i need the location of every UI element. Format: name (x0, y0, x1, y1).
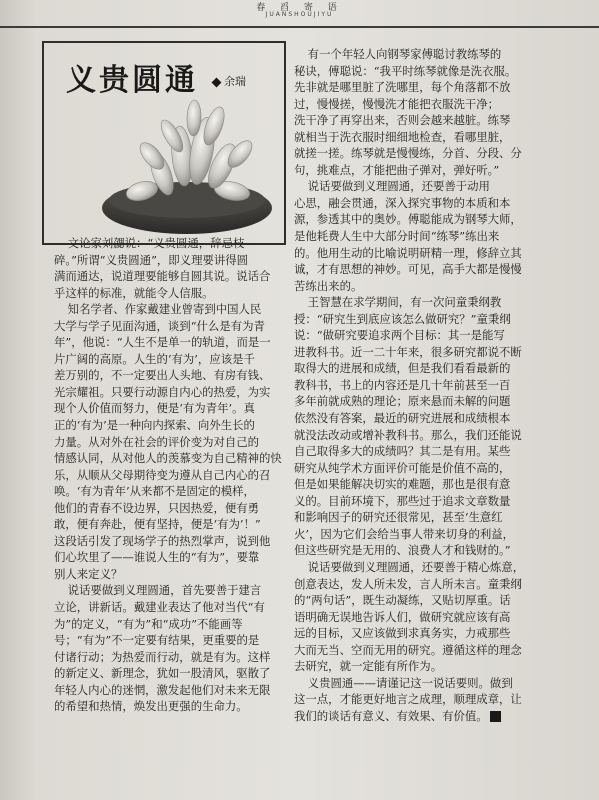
right-text-column (294, 46, 546, 724)
text-line: 自己取得多大的成绩吗？其二是有用。某些 (294, 444, 511, 459)
text-line: 诚，才有思想的神妙。可见，高手大都是慢慢 (294, 262, 522, 277)
text-line: 远的目标，又应该做到求真务实，力戒那些 (294, 626, 511, 641)
text-line: 别人来定义？ (54, 566, 123, 581)
author-name: 余瑞 (224, 75, 246, 88)
text-line: 心思，融会贯通，深入探究事物的本质和本 (294, 195, 511, 210)
text-line: 语明确无误地告诉人们，做研究就应该有高 (294, 609, 511, 624)
text-line: 现个人价值而努力，便是‘有为青年’。真 (54, 401, 255, 416)
text-line: 的希望和热情，焕发出更强的生命力。 (54, 699, 248, 714)
diamond-bullet-icon (212, 77, 222, 87)
article-title: 义贵圆通 (66, 63, 198, 98)
text-line: 创意表达，发人所未发，言人所未言。童秉纲 (294, 576, 522, 591)
text-line: 立论，讲新话。戴建业表达了他对当代“有 (54, 600, 265, 615)
text-line-content: 我们的谈话有意义、有效果、有价值。 (294, 708, 488, 723)
text-line: 过，慢慢搓，慢慢洗才能把衣服洗干净； (294, 96, 500, 111)
text-line: 付诸行动；为热爱而行动，就是有为。这样 (54, 649, 271, 664)
text-line: 义的。目前环境下，那些过于追求文章数量 (294, 493, 511, 508)
text-line: 们心坎里了——谁说人生的“有为”，要靠 (54, 550, 260, 565)
text-line: 依然没有答案，最近的研究进展和成绩根本 (294, 411, 511, 426)
text-line: 火’，因为它们会给当事人带来切身的利益， (294, 526, 515, 541)
text-line: 乐，从顺从父母期待变为遵从自己内心的召 (54, 467, 271, 482)
text-line: 说话要做到义理圆通，还要善于精心炼意， (307, 559, 525, 574)
text-line: 为”的定义，“有为”和“成功”不能画等 (54, 616, 243, 631)
page-header (0, 0, 599, 28)
text-line: 教科书，书上的内容还是几十年前甚至一百 (294, 377, 511, 392)
text-line: 说：“做研究要追求两个目标：其一是能写 (294, 328, 505, 343)
text-line: 号；“有为”不一定要有结果，更重要的是 (54, 633, 260, 648)
text-line: 说话要做到义理圆通，首先要善于建言 (67, 583, 262, 598)
text-line: 差万别的，不一定要出人头地、有房有钱、 (54, 368, 271, 383)
text-line: 年轻人内心的迷惘，激发起他们对未来无限 (54, 682, 271, 697)
text-line: 唤。‘有为青年’从来都不是固定的模样， (54, 484, 255, 499)
column-name: 春 舀 寄 语 (256, 3, 343, 13)
text-line: 片广阔的高原。人生的‘有为’，应该是千 (54, 351, 255, 366)
text-line: 是他耗费人生中大部分时间“练琴”练出来 (294, 229, 500, 244)
text-line: 苦练出来的。 (294, 278, 363, 293)
text-line: 先非就是哪里脏了洗哪里，每个角落都不放 (294, 80, 511, 95)
column-name-pinyin: JUANSHOUJIYU (265, 11, 334, 18)
text-line: 王智慧在求学期间，有一次问童秉纲教 (307, 295, 502, 310)
text-line: 就没法改动或增补教科书。那么，我们还能说 (294, 427, 522, 442)
text-line: 但是如果能解决切实的难题，那也是很有意 (294, 477, 511, 492)
article-author (213, 73, 246, 89)
text-line: 洗干净了再穿出来，否则会越来越脏。练琴 (294, 113, 511, 128)
text-line: 但这些研究是无用的、浪费人才和钱财的。” (294, 543, 511, 558)
text-line: 的新定义、新理念，犹如一股清风，驱散了 (54, 666, 271, 681)
text-line: 碎。”所谓“义贵圆通”，即义理要讲得圆 (54, 252, 249, 267)
succulent-plant-illustration (82, 96, 277, 236)
text-line: 文论家刘勰说：“义贵圆通，辞忌枝 (67, 236, 245, 250)
end-mark-icon (490, 711, 501, 722)
text-line (294, 708, 546, 725)
text-line: 这一点，才能更好地言之成理，顺理成章，让 (294, 692, 522, 707)
text-line: 大学与学子见面沟通，谈到“什么是有为青 (54, 318, 265, 333)
text-line: 光宗耀祖。只要行动源自内心的热爱，为实 (54, 384, 271, 399)
text-line: 知名学者、作家戴建业曾寄到中国人民 (67, 302, 262, 317)
text-line: 有一个年轻人向钢琴家傅聪讨教练琴的 (307, 47, 502, 61)
text-line: 力量。从对外在社会的评价变为对自己的 (54, 434, 260, 449)
text-line: 多年前就成熟的理论；原来悬而未解的问题 (294, 394, 511, 409)
text-line: 正的‘有为’是一种向内探索、向外生长的 (54, 418, 255, 433)
text-line: 就搓一搓。练琴就是慢慢练，分首、分段、分 (294, 146, 522, 161)
text-line: 进教科书。近一二十年来，很多研究都说不断 (294, 344, 522, 359)
text-line: 他们的青春不设边界，只因热爱，便有勇 (54, 500, 260, 515)
text-line: 说话要做到义理圆通，还要善于动用 (307, 179, 490, 194)
text-line: 的“两句话”，既生动凝练，又贴切厚重。话 (294, 593, 511, 608)
text-line: 句，挑难点，才能把曲子弹对，弹好听。” (294, 162, 500, 177)
text-line: 这段话引发了现场学子的热烈掌声，说到他 (54, 533, 271, 548)
text-line: 就相当于洗衣服时细细地检查，看哪里脏， (294, 129, 511, 144)
text-line: 源，参透其中的奥妙。傅聪能成为钢琴大师， (294, 212, 522, 227)
text-line: 的。他用生动的比喻说明研精一理，修辞立其 (294, 245, 522, 260)
text-line: 乎这样的标准，就能令人信服。 (54, 285, 214, 300)
text-line: 满而通达，说道理要能够自圆其说。说话合 (54, 269, 271, 284)
text-line: 情感认同，从对他人的羡慕变为自己精神的快 (54, 451, 282, 466)
text-line: 研究从纯学术方面评价可能是价值不高的， (294, 460, 511, 475)
text-line: 大而无当、空而无用的研究。遵循这样的理念 (294, 642, 522, 657)
text-line: 去研究，就一定能有所作为。 (294, 659, 443, 674)
text-line: 和影响因子的研究还很常见，甚至‘生意红 (294, 510, 503, 525)
text-line: 敢，便有奔赴，便有坚持，便是‘有为’！” (54, 517, 261, 532)
text-line: 授：“研究生到底应该怎么做研究？”童秉纲 (294, 311, 511, 326)
text-line: 年”，他说：“人生不是单一的轨道，而是一 (54, 335, 271, 350)
left-text-column (54, 235, 282, 715)
text-line: 义贵圆通——请谨记这一说话要则。做到 (307, 675, 513, 690)
text-line: 取得大的进展和成绩，但是我们看看最新的 (294, 361, 511, 376)
text-line: 秘诀，傅聪说：“我平时练琴就像是洗衣服。 (294, 63, 517, 78)
